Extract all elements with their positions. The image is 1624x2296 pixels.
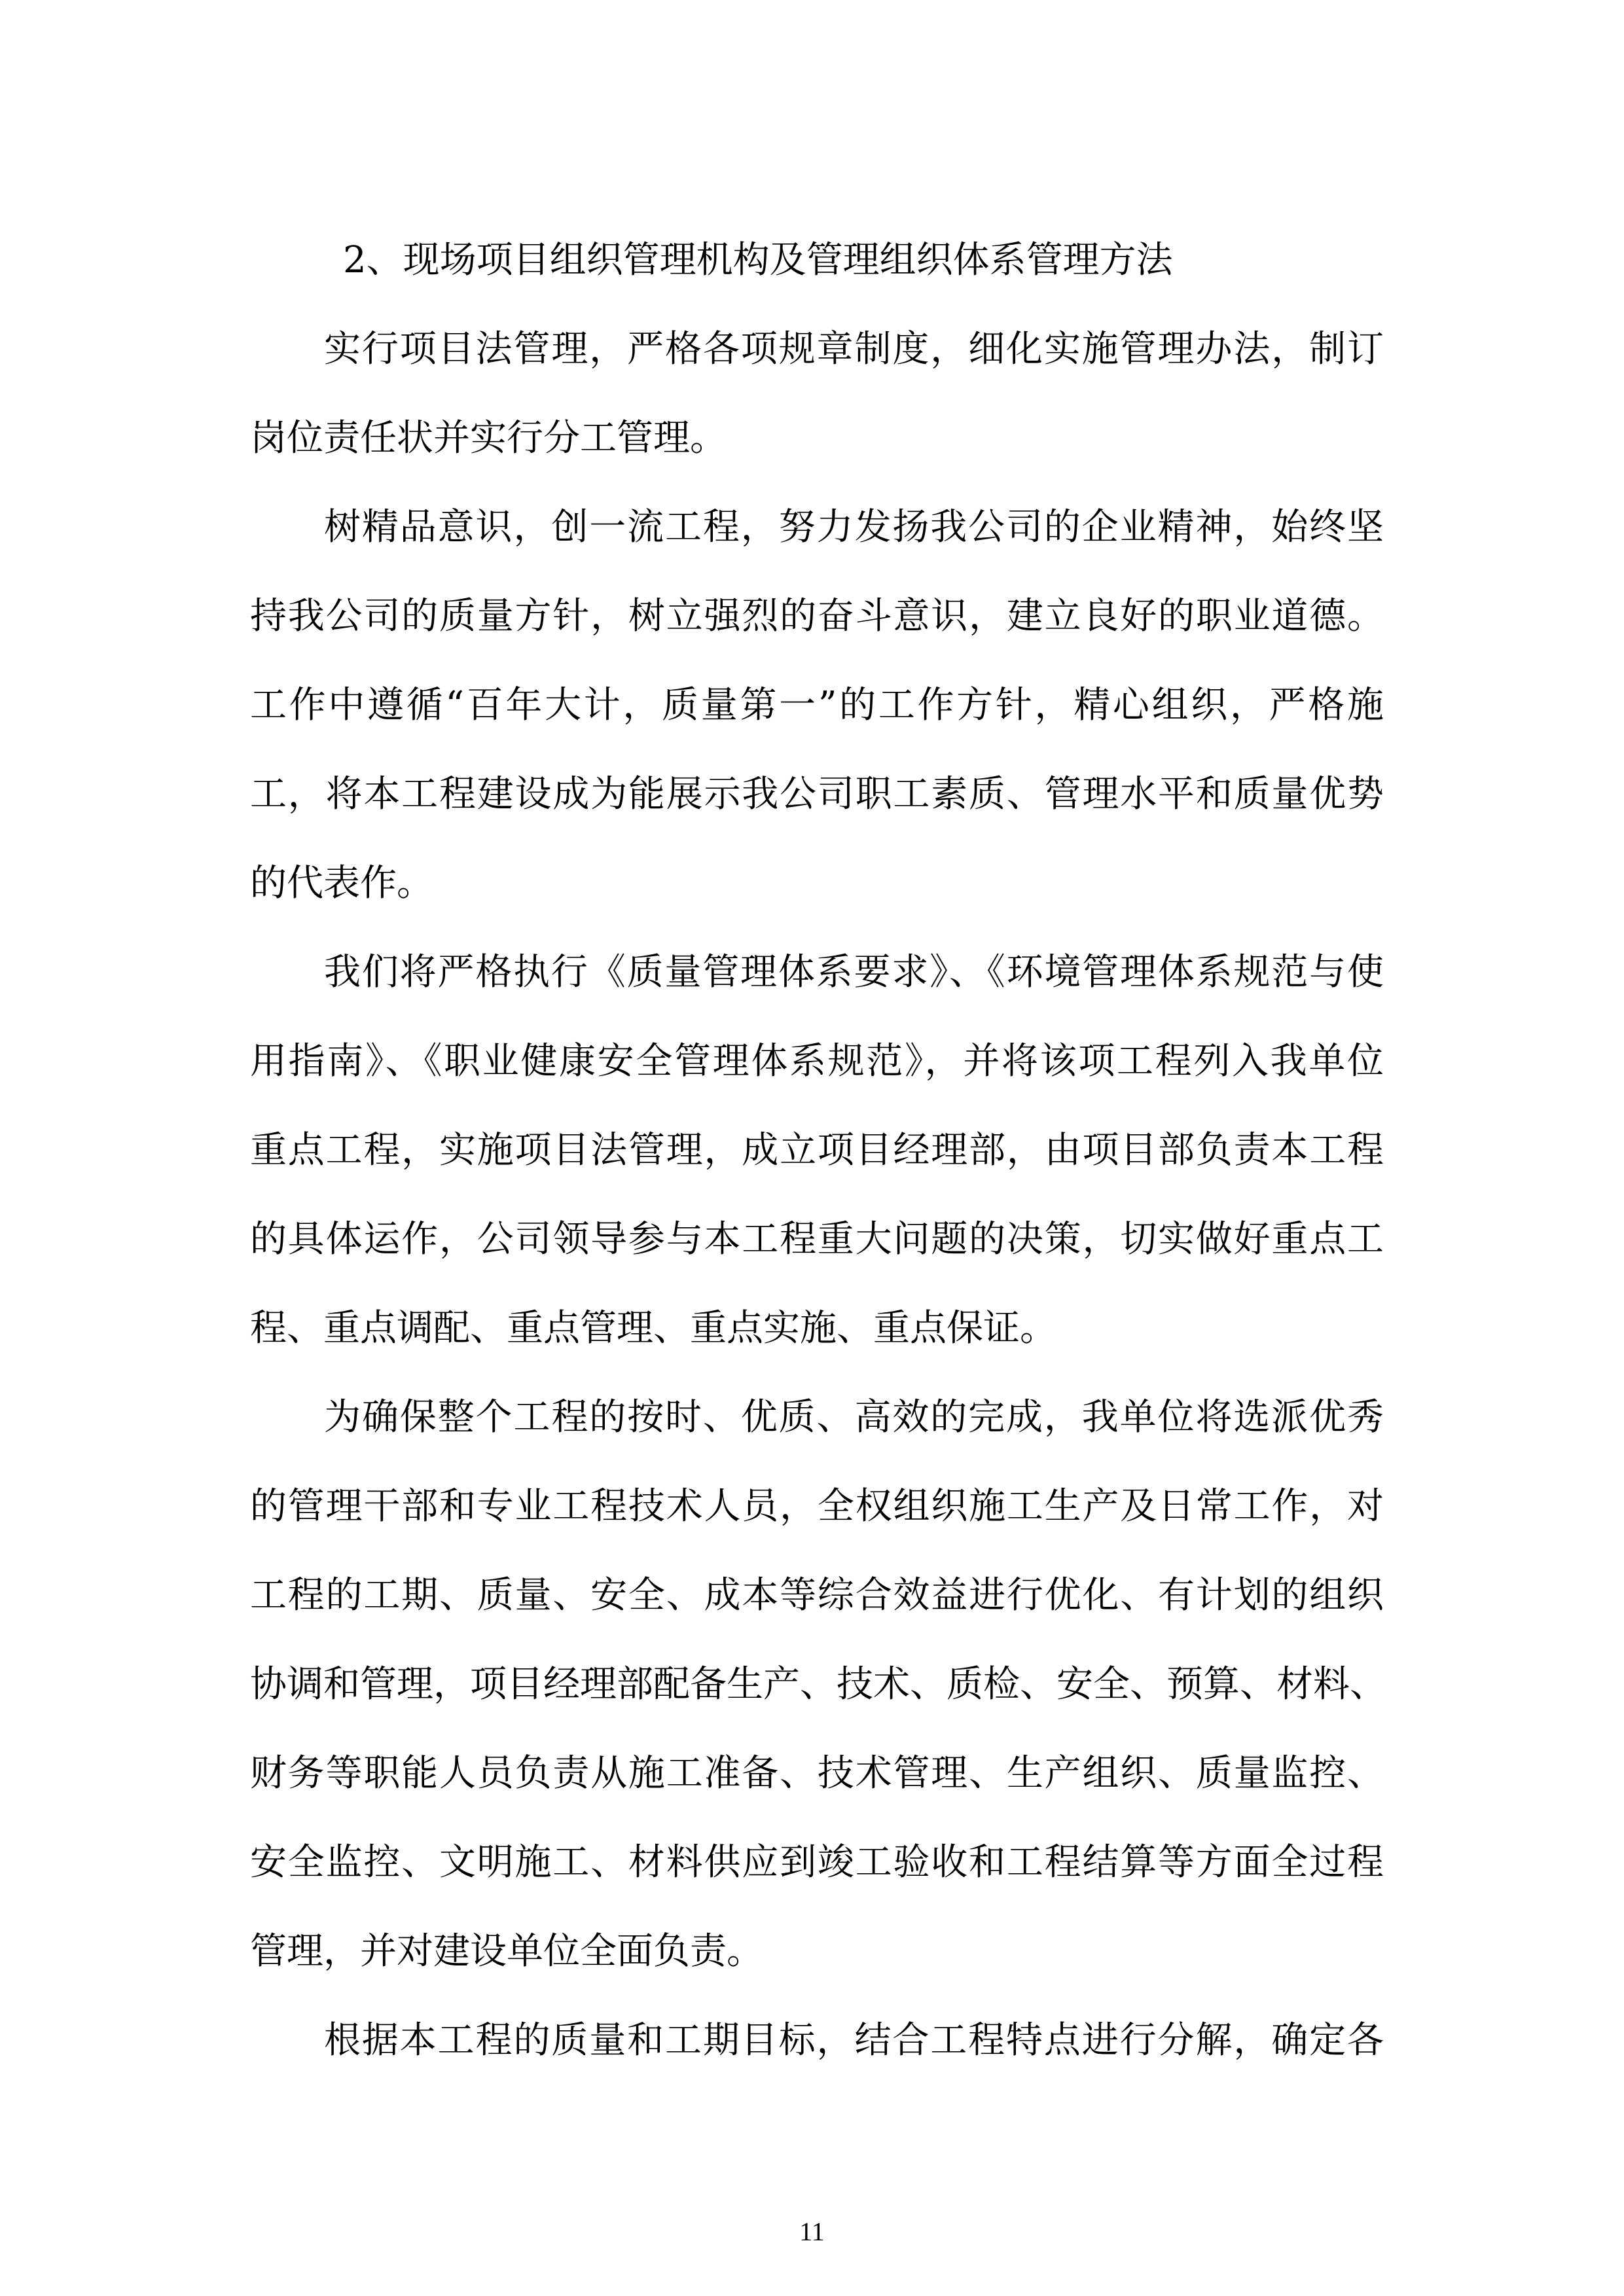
paragraph-line: 持我公司的质量方针，树立强烈的奋斗意识，建立良好的职业道德。 bbox=[250, 595, 1384, 637]
paragraph-5 bbox=[250, 1996, 1384, 2085]
paragraph-line: 我们将严格执行《质量管理体系要求》、《环境管理体系规范与使 bbox=[324, 951, 1384, 994]
page-number: 11 bbox=[799, 2217, 825, 2246]
paragraph-line: 安全监控、文明施工、材料供应到竣工验收和工程结算等方面全过程 bbox=[250, 1841, 1384, 1884]
document-body bbox=[250, 216, 1384, 2085]
paragraph-line: 工程的工期、质量、安全、成本等综合效益进行优化、有计划的组织 bbox=[250, 1574, 1384, 1617]
paragraph-line: 工作中遵循“百年大计，质量第一”的工作方针，精心组织，严格施 bbox=[250, 684, 1384, 726]
paragraph-line: 实行项目法管理，严格各项规章制度，细化实施管理办法，制订 bbox=[324, 328, 1384, 370]
paragraph-line: 重点工程，实施项目法管理，成立项目经理部，由项目部负责本工程 bbox=[250, 1129, 1384, 1172]
paragraph-line: 工，将本工程建设成为能展示我公司职工素质、管理水平和质量优势 bbox=[250, 773, 1384, 816]
paragraph-line: 的代表作。 bbox=[250, 862, 433, 905]
paragraph-2 bbox=[250, 483, 1384, 928]
paragraph-line: 的具体运作，公司领导参与本工程重大问题的决策，切实做好重点工 bbox=[250, 1218, 1384, 1261]
paragraph-line: 财务等职能人员负责从施工准备、技术管理、生产组织、质量监控、 bbox=[250, 1752, 1384, 1795]
paragraph-line: 程、重点调配、重点管理、重点实施、重点保证。 bbox=[250, 1307, 1056, 1350]
paragraph-line: 管理，并对建设单位全面负责。 bbox=[250, 1930, 763, 1973]
paragraph-line: 为确保整个工程的按时、优质、高效的完成，我单位将选派优秀 bbox=[324, 1396, 1384, 1439]
paragraph-4 bbox=[250, 1373, 1384, 1996]
paragraph-line: 根据本工程的质量和工期目标，结合工程特点进行分解，确定各 bbox=[324, 2019, 1384, 2062]
paragraph-line: 树精品意识，创一流工程，努力发扬我公司的企业精神，始终坚 bbox=[324, 506, 1384, 548]
paragraph-line: 的管理干部和专业工程技术人员，全权组织施工生产及日常工作，对 bbox=[250, 1485, 1384, 1528]
paragraph-line: 用指南》、《职业健康安全管理体系规范》，并将该项工程列入我单位 bbox=[250, 1040, 1384, 1083]
paragraph-line: 岗位责任状并实行分工管理。 bbox=[250, 417, 727, 459]
paragraph-line: 协调和管理，项目经理部配备生产、技术、质检、安全、预算、材料、 bbox=[250, 1663, 1386, 1706]
section-heading: 2、现场项目组织管理机构及管理组织体系管理方法 bbox=[343, 239, 1173, 281]
paragraph-3 bbox=[250, 928, 1384, 1373]
paragraph-1 bbox=[250, 305, 1384, 483]
